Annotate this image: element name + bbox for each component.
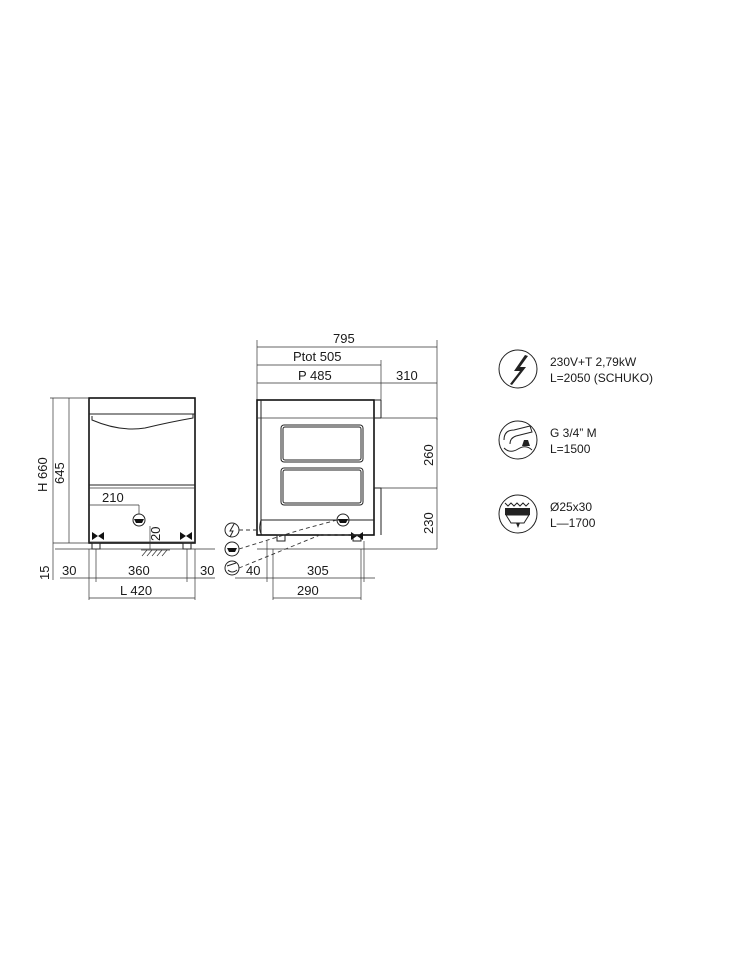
dim-foot-height: 15 — [37, 565, 52, 580]
conn-water-icon — [225, 561, 239, 575]
spec-water-line2: L=1500 — [550, 442, 591, 456]
dim-foot-offset: 40 — [246, 563, 261, 578]
spec-electric-line1: 230V+T 2,79kW — [550, 355, 637, 369]
front-foot-left — [92, 543, 100, 549]
valve-symbol-left — [92, 532, 104, 540]
dim-foot-span: 305 — [307, 563, 329, 578]
spec-drain-line1: Ø25x30 — [550, 500, 593, 514]
spec-drain — [499, 495, 596, 533]
dim-inner-width: 360 — [128, 563, 150, 578]
front-view — [35, 398, 215, 600]
spec-water-line1: G 3/4” M — [550, 426, 597, 440]
door-handle — [92, 414, 193, 429]
dim-body-height: 645 — [52, 462, 67, 484]
dim-drain-offset: 210 — [102, 490, 124, 505]
spec-water — [499, 421, 597, 459]
dim-ptot: Ptot 505 — [293, 349, 342, 364]
dim-side-right: 30 — [200, 563, 215, 578]
front-foot-right — [183, 543, 191, 549]
water-inlet-icon — [499, 421, 537, 459]
dim-upper-height: 260 — [421, 444, 436, 466]
dim-depth: P 485 — [298, 368, 332, 383]
valve-symbol-right — [180, 532, 192, 540]
dim-connection-span: 290 — [297, 583, 319, 598]
spec-drain-line2: L—1700 — [550, 516, 596, 530]
side-window-lower — [281, 468, 363, 505]
dim-lower-height: 230 — [421, 512, 436, 534]
side-view — [225, 331, 437, 600]
spec-electric-line2: L=2050 (SCHUKO) — [550, 371, 654, 385]
dim-total-depth: 795 — [333, 331, 355, 346]
conn-electric-icon — [225, 523, 239, 537]
side-window-upper — [281, 425, 363, 462]
dim-side-left: 30 — [62, 563, 77, 578]
dim-drain-height: 20 — [148, 526, 163, 541]
spec-electric — [499, 350, 653, 388]
dim-total-width: L 420 — [120, 583, 153, 598]
dim-total-height: H 660 — [35, 457, 50, 492]
dim-rear-extension: 310 — [396, 368, 418, 383]
